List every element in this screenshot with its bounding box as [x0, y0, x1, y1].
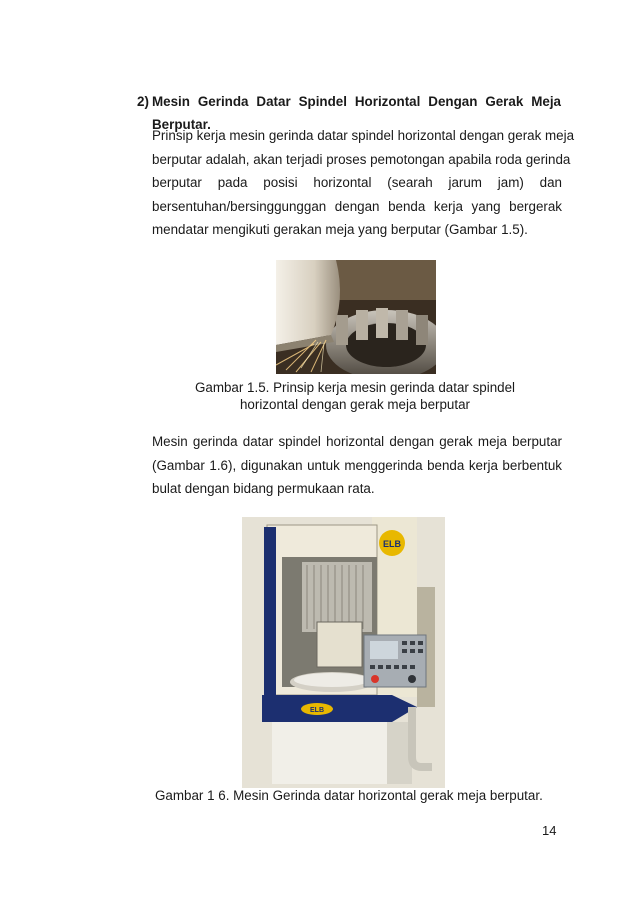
- paragraph-line: berputar pada posisi horizontal (searah jarum jam) dan: [152, 175, 562, 191]
- machine-logo-base: ELB: [310, 707, 324, 714]
- machine-logo-top: ELB: [383, 539, 401, 549]
- paragraph-line: (Gambar 1.6), digunakan untuk menggerinda benda kerja berbentuk: [152, 457, 562, 473]
- caption-line: horizontal dengan gerak meja berputar: [239, 397, 471, 412]
- figure-1-5-caption: [150, 379, 560, 413]
- caption-line: Gambar 1.5. Prinsip kerja mesin gerinda datar spindel: [194, 380, 516, 395]
- section-title-line1: Mesin Gerinda Datar Spindel Horizontal Dengan Gerak Meja: [152, 94, 561, 109]
- paragraph-line: mendatar mengikuti gerakan meja yang berputar (Gambar 1.5).: [152, 222, 528, 238]
- paragraph-line: berputar adalah, akan terjadi proses pemotongan apabila roda gerinda: [152, 151, 571, 167]
- paragraph-1: [152, 124, 575, 242]
- paragraph-line: bulat dengan bidang permukaan rata.: [152, 481, 375, 497]
- section-number: 2): [137, 94, 149, 109]
- paragraph-line: Prinsip kerja mesin gerinda datar spindel horizontal dengan gerak meja: [152, 128, 575, 143]
- paragraph-2: [152, 430, 562, 501]
- figure-1-5-photo: [276, 260, 436, 374]
- page-number: 14: [542, 823, 557, 838]
- paragraph-line: bersentuhan/bersinggunggan dengan benda kerja yang bergerak: [152, 198, 562, 214]
- figure-1-6-caption: Gambar 1 6. Mesin Gerinda datar horizontal gerak meja berputar.: [155, 788, 543, 803]
- paragraph-line: Mesin gerinda datar spindel horizontal dengan gerak meja berputar: [152, 434, 562, 449]
- section-title-line2: Berputar.: [152, 117, 211, 132]
- figure-1-6-photo: [242, 517, 445, 788]
